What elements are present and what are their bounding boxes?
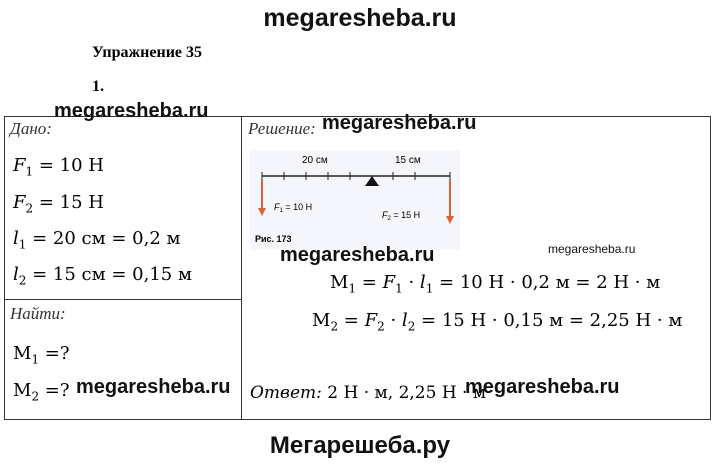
force-left-label: $F_1 = 10$ Н xyxy=(274,202,313,214)
exercise-heading: Упражнение 35 xyxy=(92,44,203,61)
watermark-small: megaresheba.ru xyxy=(548,242,636,256)
length-left-label: 20 см xyxy=(302,155,328,166)
figure-caption: Рис. 173 xyxy=(255,234,292,244)
force-right-label: $F_2 = 15$ Н xyxy=(382,210,421,222)
table-divider-horizontal xyxy=(4,299,242,300)
watermark: megaresheba.ru xyxy=(54,100,209,122)
given-f1: $F_1 = 10$ Н xyxy=(13,155,104,179)
watermark: megaresheba.ru xyxy=(465,376,620,398)
problem-number: 1. xyxy=(92,78,104,95)
lever-figure xyxy=(250,150,460,250)
find-m1: $M_1$ =? xyxy=(13,343,70,367)
site-title: megaresheba.ru xyxy=(263,4,457,32)
find-m2: $M_2$ =? xyxy=(13,380,70,404)
answer-line: Ответ: 2 Н · м, 2,25 Н · м xyxy=(250,383,487,403)
equation-m1: $M_1 = F_1 \cdot l_1 = 10$ Н · 0,2 м = 2 Н · м xyxy=(330,272,661,296)
watermark: megaresheba.ru xyxy=(322,112,477,134)
given-l2: $l_2 = 15$ см = 0,15 м xyxy=(13,264,192,288)
watermark: megaresheba.ru xyxy=(280,244,435,266)
equation-m2: $M_2 = F_2 \cdot l_2 = 15$ Н · 0,15 м = 2,25 Н · м xyxy=(312,310,683,334)
find-label: Найти: xyxy=(10,304,66,323)
solution-label: Решение: xyxy=(248,119,316,138)
given-f2: $F_2 = 15$ Н xyxy=(13,192,104,216)
given-l1: $l_1 = 20$ см = 0,2 м xyxy=(13,228,181,252)
watermark: megaresheba.ru xyxy=(76,376,231,398)
table-divider-vertical xyxy=(241,116,242,420)
footer-title: Мегарешеба.ру xyxy=(269,432,451,459)
length-right-label: 15 см xyxy=(395,155,421,166)
given-label: Дано: xyxy=(10,119,52,138)
